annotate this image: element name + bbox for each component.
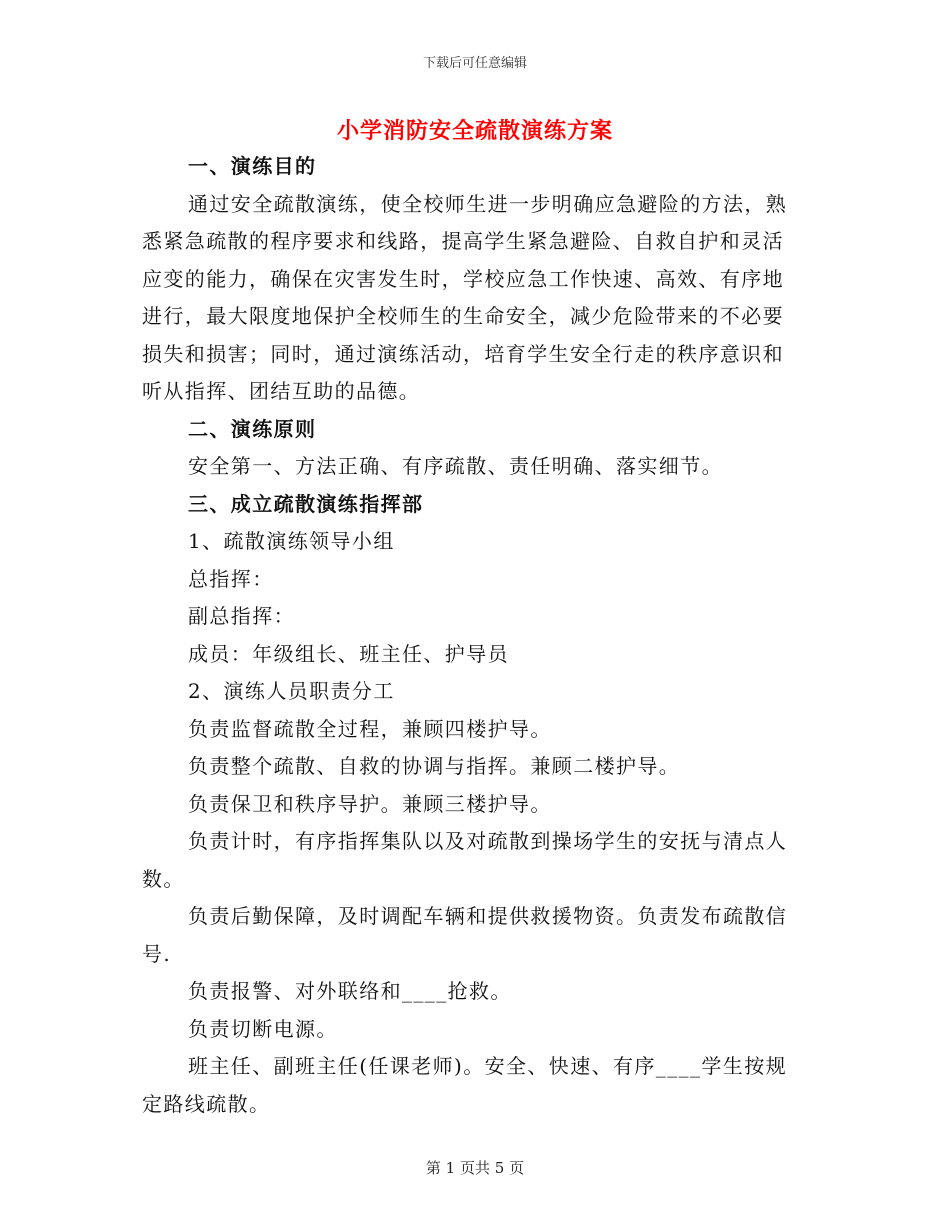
header-note: 下载后可任意编辑 — [422, 56, 527, 71]
section-heading-command: 三、成立疏散演练指挥部 — [188, 491, 424, 516]
paragraph-principles: 安全第一、方法正确、有序疏散、责任明确、落实细节。 — [188, 454, 723, 478]
subheading-leadership-group: 1、疏散演练领导小组 — [188, 529, 395, 553]
duty-item: 负责计时，有序指挥集队以及对疏散到操场学生的安抚与清点人数。 — [142, 829, 788, 891]
duty-item: 负责切断电源。 — [188, 1016, 338, 1041]
paragraph-purpose: 通过安全疏散演练，使全校师生进一步明确应急避险的方法，熟悉紧急疏散的程序要求和线路，提高学生紧急避险、自救自护和灵活应变的能力，确保在灾害发生时，学校应急工作快速、高效、有序地进行，最大限度地保护全校师生的生命安全，减少危险带来的不必要损失和损害；同时，通过演练活动，培育学生安全行走的秩序意识和听从指挥、团结互助的品德。 — [142, 191, 788, 403]
duty-item: 班主任、副班主任(任课老师)。安全、快速、有序____学生按规定路线疏散。 — [142, 1054, 788, 1116]
line-members: 成员：年级组长、班主任、护导员 — [188, 641, 509, 666]
line-commander: 总指挥： — [188, 566, 274, 591]
subheading-duties: 2、演练人员职责分工 — [188, 679, 395, 703]
section-heading-principles: 二、演练原则 — [188, 416, 317, 441]
duty-item: 负责保卫和秩序导护。兼顾三楼护导。 — [188, 791, 552, 816]
duty-item: 负责整个疏散、自救的协调与指挥。兼顾二楼护导。 — [188, 754, 681, 778]
document-body — [142, 148, 802, 1123]
section-heading-purpose: 一、演练目的 — [188, 154, 317, 178]
line-deputy-commander: 副总指挥： — [188, 604, 295, 628]
duty-item: 负责报警、对外联络和____抢救。 — [188, 979, 512, 1003]
duty-item: 负责监督疏散全过程，兼顾四楼护导。 — [188, 716, 552, 741]
document-title: 小学消防安全疏散演练方案 — [336, 118, 613, 144]
page-number: 第 1 页共 5 页 — [425, 1159, 525, 1177]
duty-item: 负责后勤保障，及时调配车辆和提供救援物资。负责发布疏散信号. — [142, 904, 788, 966]
